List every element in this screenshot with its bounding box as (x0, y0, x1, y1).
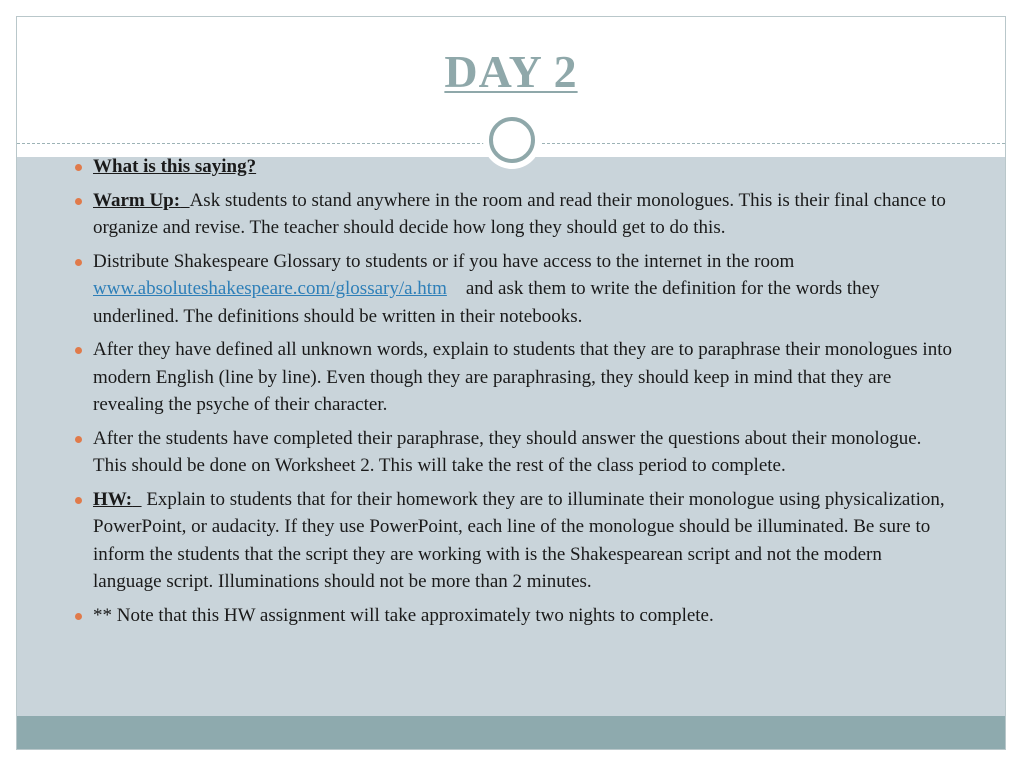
bullet-text: After they have defined all unknown words, explain to students that they are to paraphrase their monologues into modern English (line by line). Even though they are paraphrasing, they should keep in mind that they are revealing the psyche of their character. (93, 339, 952, 415)
slide-title: DAY 2 (444, 46, 578, 97)
bullet-text: Distribute Shakespeare Glossary to students or if you have access to the internet in the room (93, 250, 795, 272)
list-item (75, 153, 955, 181)
slide (16, 16, 1006, 750)
list-item (75, 336, 955, 419)
list-item (75, 248, 955, 331)
bullet-text: Explain to students that for their homework they are to illuminate their monologue using physicalization, PowerPoint, or audacity. If they use PowerPoint, each line of the monologue should be illuminated. Be sure to inform the students that the script they are working with is the Shakespearean script and not the modern language script. Illuminations should not be more than 2 minutes. (93, 488, 945, 592)
glossary-link[interactable]: www.absoluteshakespeare.com/glossary/a.htm (93, 278, 447, 299)
list-item (75, 187, 955, 242)
bullet-list (75, 153, 955, 635)
list-item (75, 425, 955, 480)
bullet-label: Warm Up: (93, 189, 181, 211)
bullet-label: HW: (93, 488, 133, 510)
bullet-label: What is this saying? (93, 156, 257, 177)
list-item (75, 486, 955, 596)
list-item (75, 602, 955, 630)
bullet-text: Ask students to stand anywhere in the room and read their monologues. This is their final chance to organize and revise. The teacher should decide how long they should get to do this. (93, 189, 946, 238)
bullet-text: After the students have completed their paraphrase, they should answer the questions about their monologue. This should be done on Worksheet 2. This will take the rest of the class period to complete. (93, 427, 922, 476)
bullet-text: and ask them to write the definition for the words they underlined. The definitions should be written in their notebooks. (93, 278, 880, 327)
bullet-text: ** Note that this HW assignment will take approximately two nights to complete. (93, 604, 714, 626)
footer-bar (17, 716, 1005, 750)
